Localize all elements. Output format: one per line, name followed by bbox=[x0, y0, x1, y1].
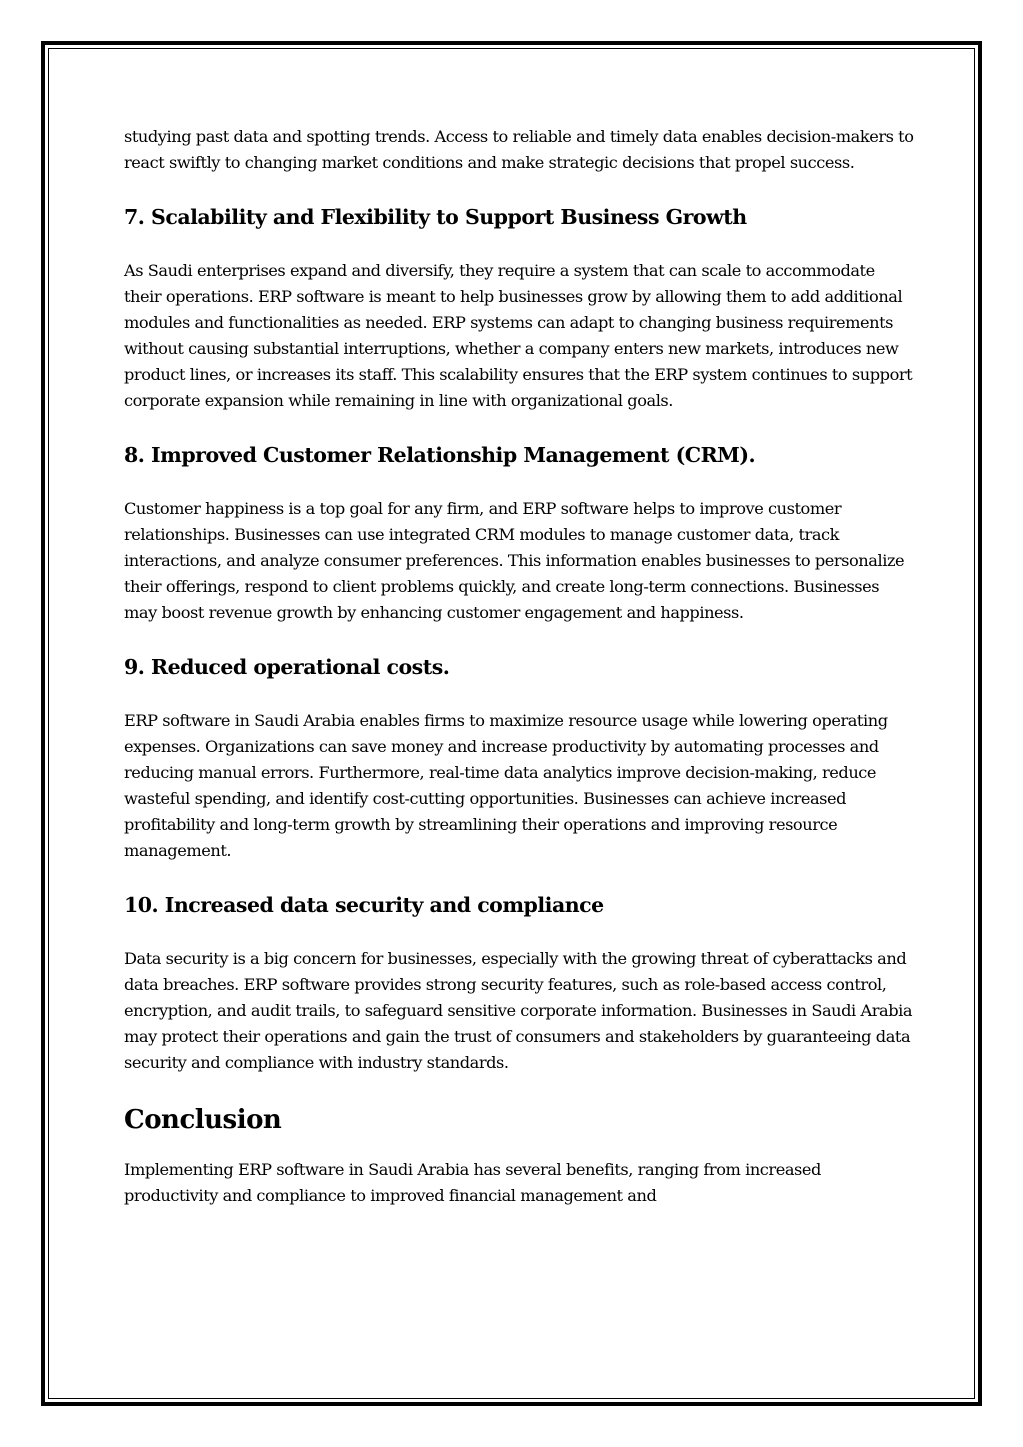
section-10-heading: 10. Increased data security and compliance bbox=[124, 893, 604, 917]
page-content bbox=[124, 124, 914, 1209]
section-9-heading: 9. Reduced operational costs. bbox=[124, 655, 450, 679]
section-8-heading: 8. Improved Customer Relationship Management (CRM). bbox=[124, 443, 756, 467]
section-8-body: Customer happiness is a top goal for any firm, and ERP software helps to improve customer relationships. Businesses can use integrated CRM modules to manage customer data, track interactions, and analyze consumer preferences. This information enables businesses to personalize their offerings, respond to client problems quickly, and create long-term connections. Businesses may boost revenue growth by enhancing customer engagement and happiness. bbox=[124, 499, 905, 622]
section-10-body: Data security is a big concern for businesses, especially with the growing threat of cyberattacks and data breaches. ERP software provides strong security features, such as role-based access control, encryption, and audit trails, to safeguard sensitive corporate information. Businesses in Saudi Arabia may protect their operations and gain the trust of consumers and stakeholders by guaranteeing data security and compliance with industry standards. bbox=[124, 949, 913, 1072]
intro-paragraph: studying past data and spotting trends. Access to reliable and timely data enables decision-makers to react swiftly to changing market conditions and make strategic decisions that propel success. bbox=[124, 127, 914, 172]
conclusion-body: Implementing ERP software in Saudi Arabia has several benefits, ranging from increased productivity and compliance to improved financial management and bbox=[124, 1160, 821, 1205]
section-7-body: As Saudi enterprises expand and diversify, they require a system that can scale to accommodate their operations. ERP software is meant to help businesses grow by allowing them to add additional modules and functionalities as needed. ERP systems can adapt to changing business requirements without causing substantial interruptions, whether a company enters new markets, introduces new product lines, or increases its staff. This scalability ensures that the ERP system continues to support corporate expansion while remaining in line with organizational goals. bbox=[124, 261, 913, 410]
conclusion-heading: Conclusion bbox=[124, 1105, 282, 1135]
section-7-heading: 7. Scalability and Flexibility to Support Business Growth bbox=[124, 205, 747, 229]
section-9-body: ERP software in Saudi Arabia enables firms to maximize resource usage while lowering operating expenses. Organizations can save money and increase productivity by automating processes and reducing manual errors. Furthermore, real-time data analytics improve decision-making, reduce wasteful spending, and identify cost-cutting opportunities. Businesses can achieve increased profitability and long-term growth by streamlining their operations and improving resource management. bbox=[124, 711, 888, 860]
